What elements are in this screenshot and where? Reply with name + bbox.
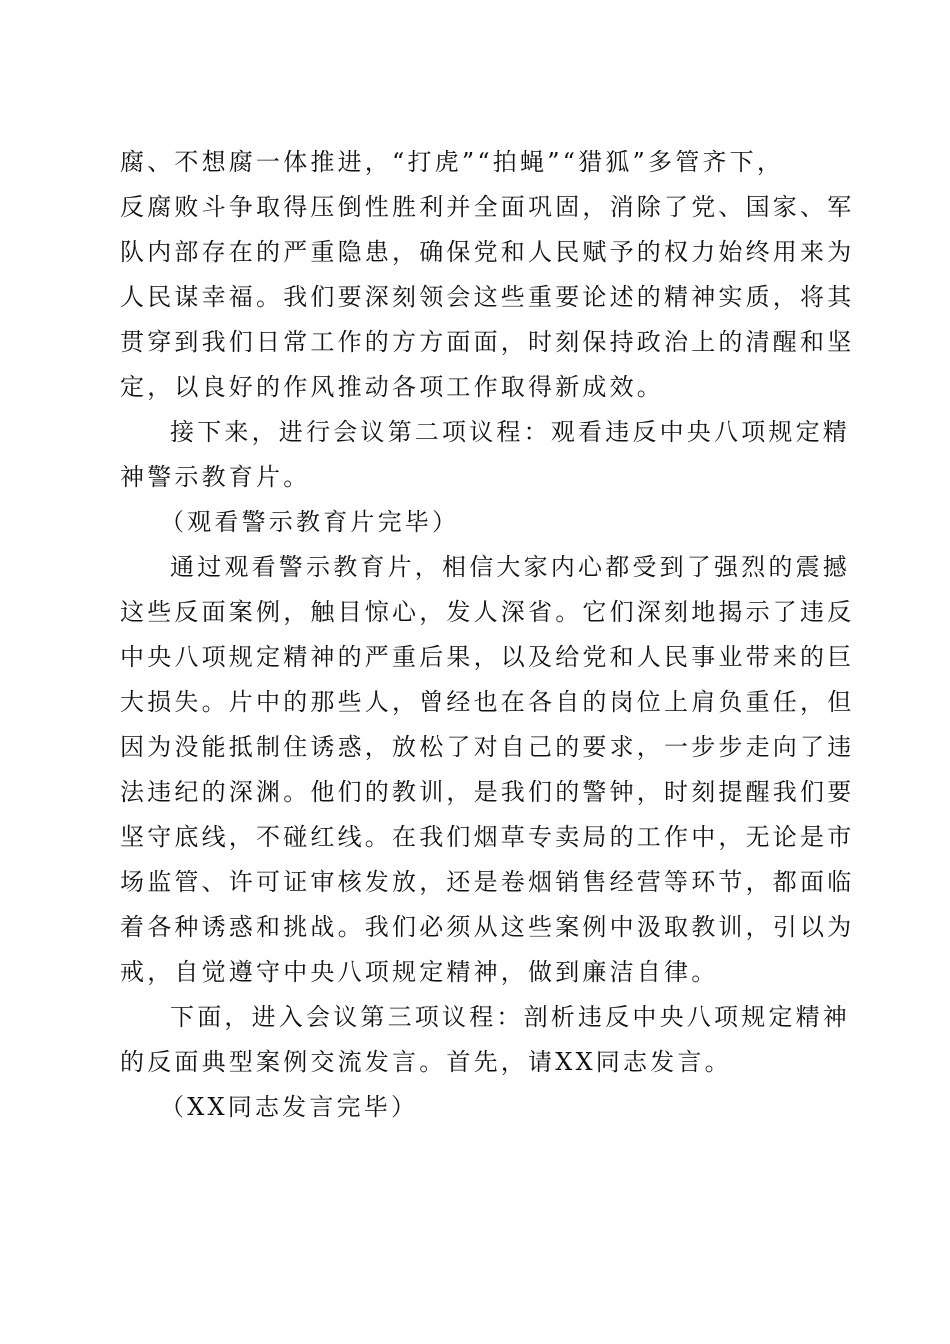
text-line: 大损失。片中的那些人，曾经也在各自的岗位上肩负重任，但: [120, 688, 855, 716]
paragraph-reflection: [120, 545, 855, 995]
paragraph-continuation: [120, 140, 855, 410]
text-line: 通过观看警示教育片，相信大家内心都受到了强烈的震撼: [170, 553, 850, 581]
text-line: 法违纪的深渊。他们的教训，是我们的警钟，时刻提醒我们要: [120, 778, 855, 806]
paragraph-stage-note: [120, 500, 824, 545]
text-line: 反腐败斗争取得压倒性胜利并全面巩固，消除了党、国家、军: [120, 193, 855, 221]
text-line: 腐、不想腐一体推进，“打虎”“拍蝇”“猎狐”多管齐下，: [120, 148, 785, 176]
text-line: 场监管、许可证审核发放，还是卷烟销售经营等环节，都面临: [120, 868, 855, 896]
text-line: 的反面典型案例交流发言。首先，请XX同志发言。: [120, 1048, 732, 1076]
text-line: 着各种诱惑和挑战。我们必须从这些案例中汲取教训，引以为: [120, 913, 855, 941]
text-line: 因为没能抵制住诱惑，放松了对自己的要求，一步步走向了违: [120, 733, 855, 761]
text-line: 下面，进入会议第三项议程：剖析违反中央八项规定精神: [170, 1003, 850, 1031]
paragraph-agenda-item-2: [120, 410, 850, 500]
paragraph-stage-note: [120, 1085, 824, 1130]
text-line: 戒，自觉遵守中央八项规定精神，做到廉洁自律。: [120, 958, 719, 986]
text-line: （XX同志发言完毕）: [160, 1093, 419, 1121]
document-body: [120, 140, 855, 1130]
text-line: 贯穿到我们日常工作的方方面面，时刻保持政治上的清醒和坚: [120, 328, 855, 356]
text-line: （观看警示教育片完毕）: [160, 508, 460, 536]
text-line: 神警示教育片。: [120, 463, 311, 491]
text-line: 定，以良好的作风推动各项工作取得新成效。: [120, 373, 664, 401]
paragraph-agenda-item-3: [120, 995, 850, 1085]
text-line: 坚守底线，不碰红线。在我们烟草专卖局的工作中，无论是市: [120, 823, 855, 851]
text-line: 接下来，进行会议第二项议程：观看违反中央八项规定精: [170, 418, 850, 446]
text-line: 中央八项规定精神的严重后果，以及给党和人民事业带来的巨: [120, 643, 855, 671]
text-line: 人民谋幸福。我们要深刻领会这些重要论述的精神实质，将其: [120, 283, 855, 311]
text-line: 队内部存在的严重隐患，确保党和人民赋予的权力始终用来为: [120, 238, 855, 266]
text-line: 这些反面案例，触目惊心，发人深省。它们深刻地揭示了违反: [120, 598, 855, 626]
